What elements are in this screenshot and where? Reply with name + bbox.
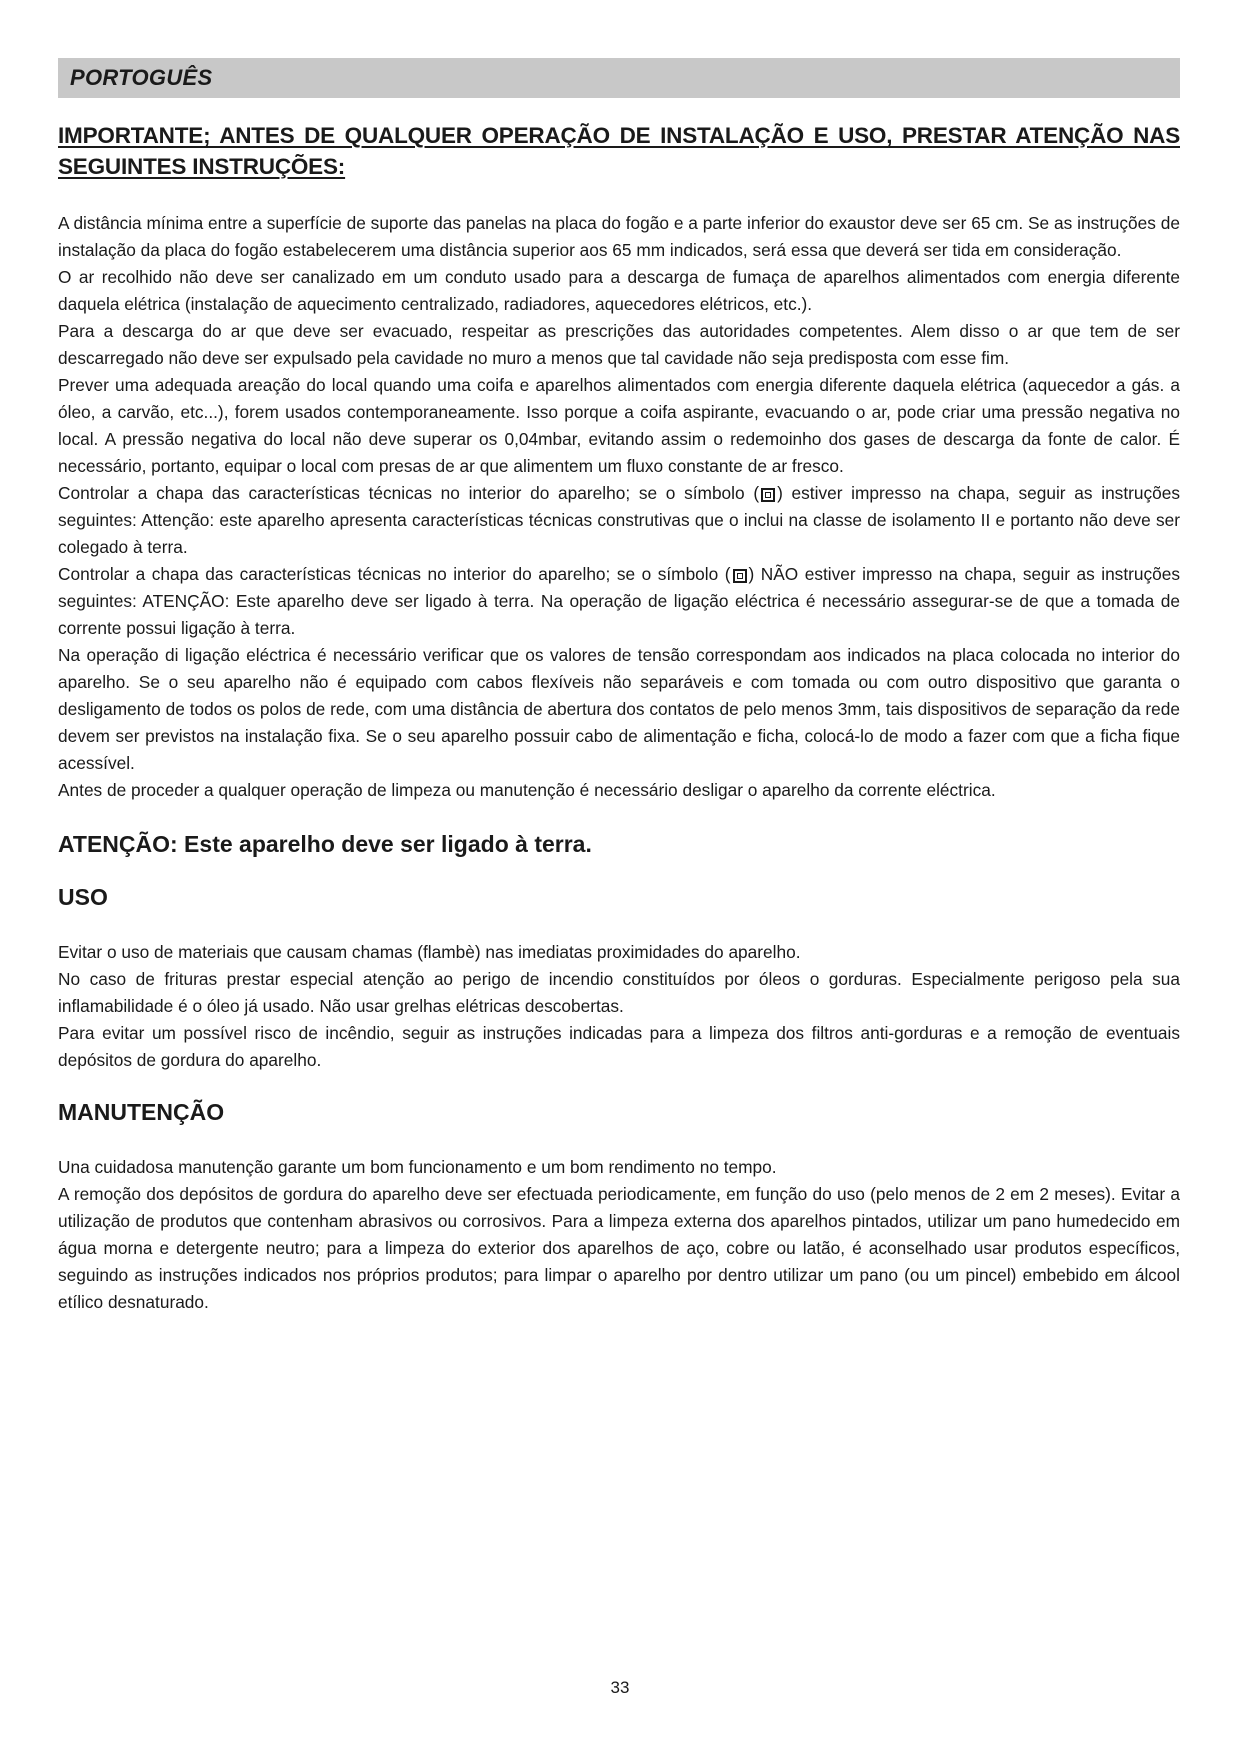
intro-section: [58, 210, 1180, 804]
uso-paragraph-flambe: Evitar o uso de materiais que causam chamas (flambè) nas imediatas proximidades do aparelho.: [58, 942, 801, 962]
uso-paragraph-frying: No caso de frituras prestar especial atenção ao perigo de incendio constituídos por óleos o gorduras. Especialmente perigoso pela sua inflamabilidade é o óleo já usado. Não usar grelhas elétricas descobertas.: [58, 969, 1180, 1016]
paragraph-disconnect: Antes de proceder a qualquer operação de limpeza ou manutenção é necessário desligar o aparelho da corrente eléctrica.: [58, 780, 996, 800]
class-ii-text-start: Controlar a chapa das características técnicas no interior do aparelho; se o símbolo (: [58, 483, 760, 503]
important-heading: IMPORTANTE; ANTES DE QUALQUER OPERAÇÃO DE INSTALAÇÃO E USO, PRESTAR ATENÇÃO NAS SEGUINTES INSTRUÇÕES:: [58, 123, 1180, 179]
earthing-text-end: ) NÃO estiver impresso na chapa, seguir as instruções seguintes: ATENÇÃO: Este aparelho deve ser ligado à terra. Na operação de ligação eléctrica é necessário assegurar-se de que a tomada de corrente possui ligação à terra.: [58, 564, 1180, 638]
manutencao-paragraph-cleaning: A remoção dos depósitos de gordura do aparelho deve ser efectuada periodicamente, em função do uso (pelo menos de 2 em 2 meses). Evitar a utilização de produtos que contenham abrasivos ou corrosivos. Para a limpeza externa dos aparelhos pintados, utilizar um pano humedecido em água morna e detergente neutro; para a limpeza do exterior dos aparelhos de aço, cobre ou latão, é aconselhado usar produtos específicos, seguindo as instruções indicados nos próprios produtos; para limpar o aparelho por dentro utilizar um pano (ou um pincel) embebido em álcool etílico desnaturado.: [58, 1184, 1180, 1312]
uso-section: [58, 939, 1180, 1074]
page-number: 33: [610, 1678, 630, 1697]
paragraph-earthing: [58, 561, 1180, 642]
manutencao-paragraph-intro: Una cuidadosa manutenção garante um bom funcionamento e um bom rendimento no tempo.: [58, 1157, 777, 1177]
earthing-text-start: Controlar a chapa das características técnicas no interior do aparelho; se o símbolo (: [58, 564, 731, 584]
uso-paragraph-fire-risk: Para evitar um possível risco de incêndio, seguir as instruções indicadas para a limpeza dos filtros anti-gorduras e a remoção de eventuais depósitos de gordura do aparelho.: [58, 1023, 1180, 1070]
uso-title: USO: [58, 884, 108, 910]
paragraph-class-ii: [58, 480, 1180, 561]
double-insulation-icon: [761, 488, 775, 502]
paragraph-air-discharge: Para a descarga do ar que deve ser evacuado, respeitar as prescrições das autoridades competentes. Alem disso o ar que tem de ser descarregado não deve ser expulsado pela cavidade no muro a menos que tal cavidade não seja predisposta com esse fim.: [58, 321, 1180, 368]
paragraph-min-distance: A distância mínima entre a superfície de suporte das panelas na placa do fogão e a parte inferior do exaustor deve ser 65 cm. Se as instruções de instalação da placa do fogão estabelecerem uma distância superior aos 65 mm indicados, será essa que deverá ser tida em consideração.: [58, 213, 1180, 260]
paragraph-ventilation: Prever uma adequada areação do local quando uma coifa e aparelhos alimentados com energia diferente daquela elétrica (aquecedor a gás. a óleo, a carvão, etc...), forem usados contemporaneamente. Isso porque a coifa aspirante, evacuando o ar, pode criar uma pressão negativa no local. A pressão negativa do local não deve superar os 0,04mbar, evitando assim o redemoinho dos gases de descarga da fonte de calor. É necessário, portanto, equipar o local com presas de ar que alimentem um fluxo constante de ar fresco.: [58, 375, 1180, 476]
double-insulation-icon: [733, 569, 747, 583]
paragraph-air-duct: O ar recolhido não deve ser canalizado em um conduto usado para a descarga de fumaça de aparelhos alimentados com energia diferente daquela elétrica (instalação de aquecimento centralizado, radiadores, aquecedores elétricos, etc.).: [58, 267, 1180, 314]
language-header: PORTOGUÊS: [58, 58, 1180, 98]
document-page: [58, 58, 1180, 1316]
manutencao-section: [58, 1154, 1180, 1316]
class-ii-text-end: ) estiver impresso na chapa, seguir as instruções seguintes: Attenção: este aparelho apresenta características técnicas construtivas que o inclui na classe de isolamento II e portanto não deve ser colegado à terra.: [58, 483, 1180, 557]
manutencao-title: MANUTENÇÃO: [58, 1099, 225, 1125]
paragraph-electrical-connection: Na operação di ligação eléctrica é necessário verificar que os valores de tensão correspondam aos indicados na placa colocada no interior do aparelho. Se o seu aparelho não é equipado com cabos flexíveis não separáveis e com tomada ou com outro dispositivo que garanta o desligamento de todos os polos de rede, com uma distância de abertura dos contatos de pelo menos 3mm, tais dispositivos de separação da rede devem ser previstos na instalação fixa. Se o seu aparelho possuir cabo de alimentação e ficha, colocá-lo de modo a fazer com que a ficha fique acessível.: [58, 645, 1180, 773]
earth-warning: ATENÇÃO: Este aparelho deve ser ligado à terra.: [58, 831, 592, 857]
